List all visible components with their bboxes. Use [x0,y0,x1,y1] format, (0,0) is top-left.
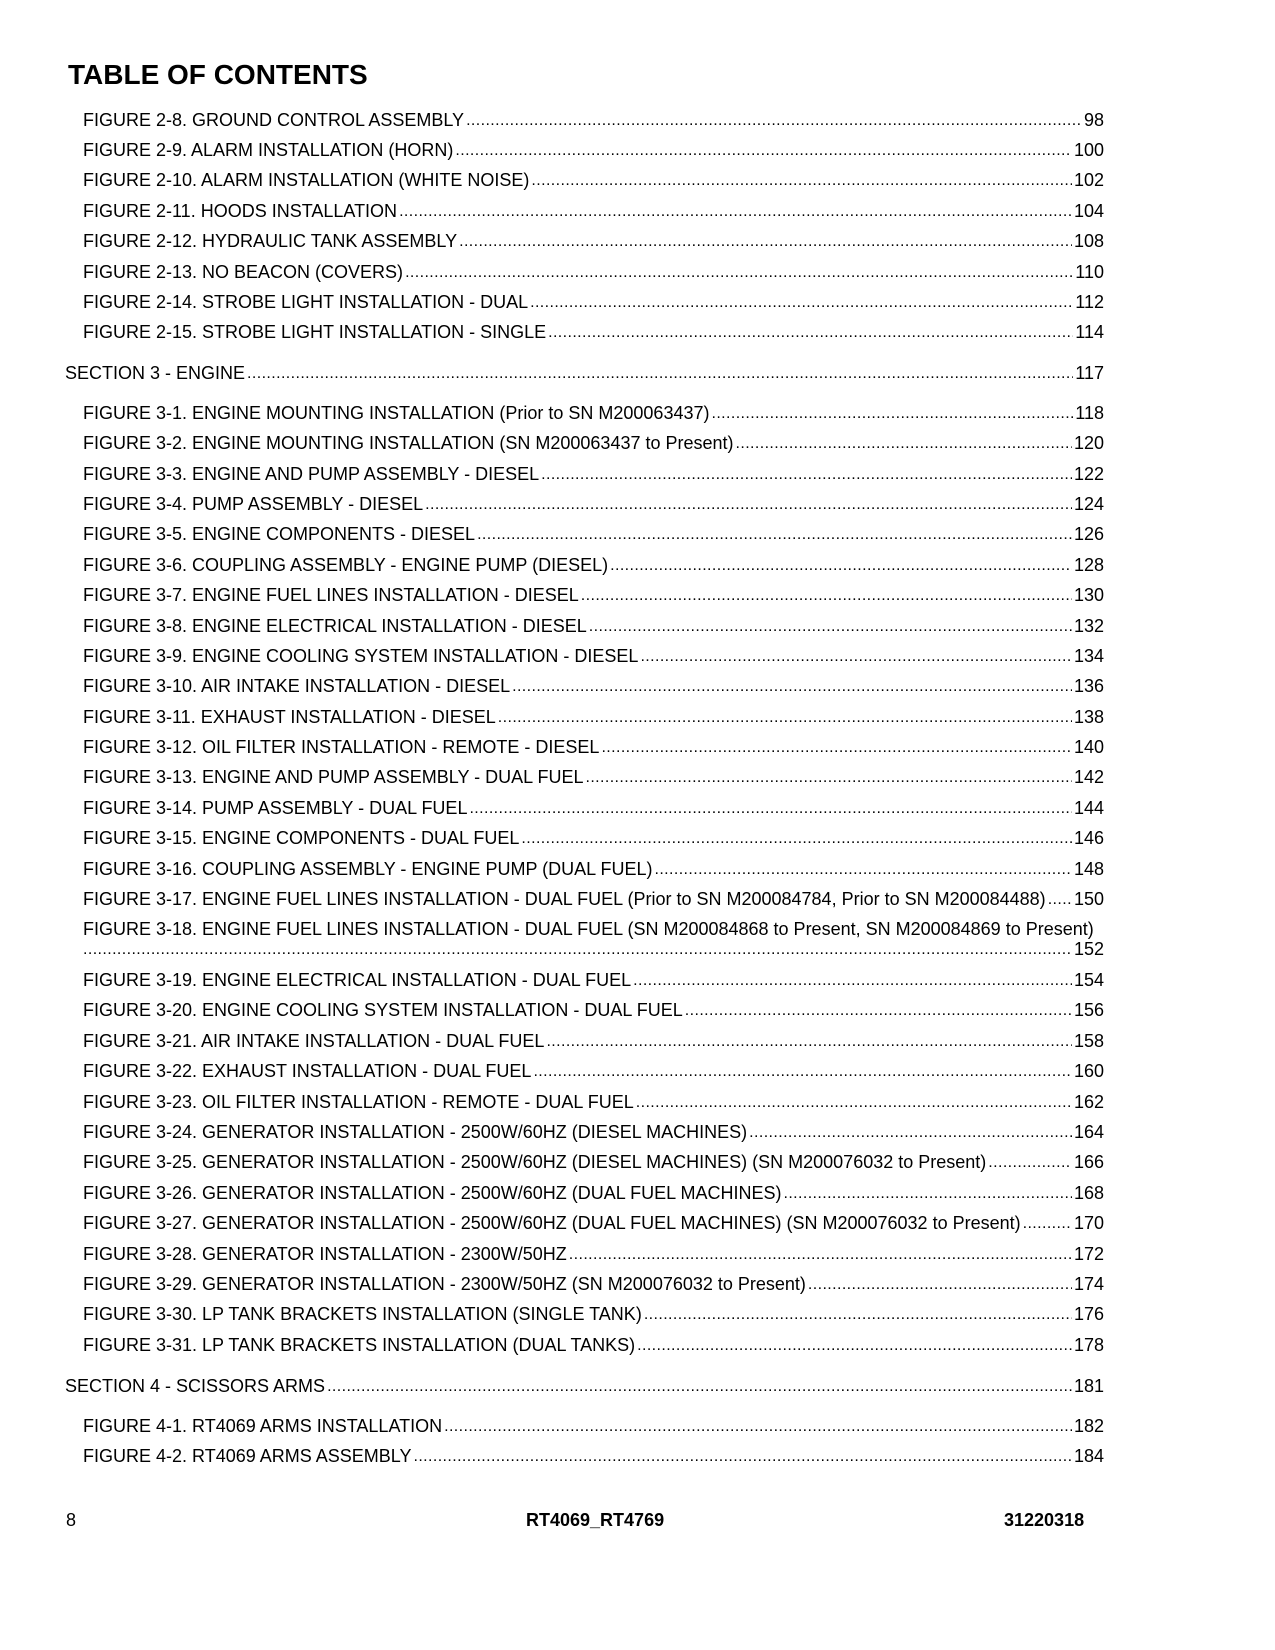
toc-entry-label: FIGURE 3-19. ENGINE ELECTRICAL INSTALLATION - DUAL FUEL [83,970,632,990]
toc-entry-label: FIGURE 3-3. ENGINE AND PUMP ASSEMBLY - DIESEL [83,464,540,484]
dot-leader [459,228,1072,254]
dot-leader [581,582,1072,608]
toc-entry-label: FIGURE 3-29. GENERATOR INSTALLATION - 2300W/50HZ (SN M200076032 to Present) [83,1274,806,1294]
toc-entry[interactable] [83,492,1104,518]
dot-leader [736,430,1072,456]
footer-doc-number: 31220318 [1004,1510,1085,1530]
dot-leader [1023,1210,1072,1236]
dot-leader [640,643,1072,669]
dot-leader [749,1119,1072,1145]
toc-entry-page: 100 [1073,140,1104,160]
page-title: TABLE OF CONTENTS [68,59,368,90]
toc-entry-page: 144 [1073,798,1104,818]
dot-leader [413,1443,1071,1469]
dot-leader [569,1241,1072,1267]
dot-leader [327,1373,1072,1399]
toc-entry[interactable] [83,168,1104,194]
toc-entry-page: 114 [1075,322,1104,342]
toc-entry[interactable] [83,1302,1104,1328]
toc-entry-page: 110 [1075,262,1104,282]
toc-entry-page: 160 [1073,1061,1104,1081]
dot-leader [399,198,1072,224]
toc-entry-label: FIGURE 3-30. LP TANK BRACKETS INSTALLATION (SINGLE TANK) [83,1304,642,1324]
dot-leader [636,1089,1072,1115]
toc-entry-page: 136 [1073,676,1104,696]
toc-entry[interactable] [83,1333,1104,1359]
toc-entry-page: 128 [1073,555,1104,575]
toc-entry-page: 181 [1073,1376,1104,1396]
dot-leader [548,319,1073,345]
toc-entry-label: FIGURE 3-24. GENERATOR INSTALLATION - 2500W/60HZ (DIESEL MACHINES) [83,1122,748,1142]
toc-entry[interactable] [83,1181,1104,1207]
toc-entry-page: 134 [1073,646,1104,666]
toc-entry-label: FIGURE 3-26. GENERATOR INSTALLATION - 2500W/60HZ (DUAL FUEL MACHINES) [83,1183,782,1203]
toc-entry[interactable] [83,1059,1104,1085]
toc-entry-page: 102 [1073,170,1104,190]
dot-leader [589,613,1072,639]
toc-entry-label: FIGURE 3-1. ENGINE MOUNTING INSTALLATION (Prior to SN M200063437) [83,403,710,423]
toc-entry-page: 148 [1073,859,1104,879]
dot-leader [654,856,1071,882]
toc-entry[interactable] [83,998,1104,1024]
toc-entry[interactable] [83,583,1104,609]
toc-entry-page: 170 [1073,1213,1104,1233]
toc-entry[interactable] [83,138,1104,164]
toc-entry-page: 124 [1073,494,1104,514]
toc-entry-page: 150 [1073,889,1104,909]
footer-model: RT4069_RT4769 [526,1510,665,1530]
dot-leader [685,997,1072,1023]
toc-entry-page: 156 [1073,1000,1104,1020]
dot-leader [83,936,1072,962]
toc-entry-page: 164 [1073,1122,1104,1142]
toc-entry[interactable] [83,887,1104,913]
toc-entry[interactable] [83,553,1104,579]
toc-entry-page: 184 [1073,1446,1104,1466]
dot-leader [444,1413,1072,1439]
toc-entry-label: SECTION 4 - SCISSORS ARMS [65,1376,326,1396]
dot-leader [988,1149,1072,1175]
toc-entry-label: FIGURE 3-23. OIL FILTER INSTALLATION - REMOTE - DUAL FUEL [83,1092,634,1112]
toc-entry[interactable] [83,260,1104,286]
dot-leader [425,491,1072,517]
toc-entry-page: 140 [1073,737,1104,757]
toc-entry-page: 130 [1073,585,1104,605]
toc-entry-label: FIGURE 2-13. NO BEACON (COVERS) [83,262,404,282]
toc-entry[interactable] [83,937,1104,963]
dot-leader [405,259,1073,285]
toc-entry-page: 118 [1075,403,1104,423]
toc-entry-page: 142 [1073,767,1104,787]
toc-entry-page: 176 [1073,1304,1104,1324]
toc-entry[interactable] [83,1029,1104,1055]
toc-entry[interactable] [83,229,1104,255]
toc-entry[interactable] [83,1150,1104,1176]
dot-leader [546,1028,1072,1054]
toc-entry-label: FIGURE 3-13. ENGINE AND PUMP ASSEMBLY - DUAL FUEL [83,767,584,787]
toc-entry[interactable] [83,522,1104,548]
dot-leader [530,289,1073,315]
toc-entry-label: FIGURE 3-6. COUPLING ASSEMBLY - ENGINE PUMP (DIESEL) [83,555,609,575]
toc-entry-page: 126 [1073,524,1104,544]
dot-leader [477,521,1072,547]
toc-entry[interactable] [83,1414,1104,1440]
toc-entry[interactable] [83,199,1104,225]
toc-entry-label: SECTION 3 - ENGINE [65,363,246,383]
toc-entry-label: FIGURE 2-9. ALARM INSTALLATION (HORN) [83,140,454,160]
toc-entry[interactable] [83,765,1104,791]
toc-entry-label: FIGURE 2-15. STROBE LIGHT INSTALLATION - SINGLE [83,322,547,342]
toc-entry-label: FIGURE 3-31. LP TANK BRACKETS INSTALLATION (DUAL TANKS) [83,1335,636,1355]
toc-entry-page: 117 [1075,363,1104,383]
toc-entry-label: FIGURE 2-8. GROUND CONTROL ASSEMBLY [83,110,465,130]
dot-leader [541,461,1072,487]
dot-leader [644,1301,1072,1327]
toc-entry[interactable] [83,401,1104,427]
toc-entry[interactable] [83,1272,1104,1298]
dot-leader [469,795,1072,821]
toc-entry-label: FIGURE 3-2. ENGINE MOUNTING INSTALLATION (SN M200063437 to Present) [83,433,734,453]
toc-entry-page: 154 [1073,970,1104,990]
dot-leader [808,1271,1072,1297]
dot-leader [466,107,1082,133]
toc-entry[interactable] [83,290,1104,316]
toc-entry-label: FIGURE 3-10. AIR INTAKE INSTALLATION - DIESEL [83,676,511,696]
toc-entry-label: FIGURE 2-10. ALARM INSTALLATION (WHITE NOISE) [83,170,530,190]
toc-entry-page: 166 [1073,1152,1104,1172]
toc-entry-label: FIGURE 3-11. EXHAUST INSTALLATION - DIESEL [83,707,496,727]
toc-entry[interactable] [83,431,1104,457]
dot-leader [455,137,1072,163]
dot-leader [610,552,1072,578]
dot-leader [533,1058,1072,1084]
toc-entry-page: 112 [1075,292,1104,312]
toc-entry-label: FIGURE 3-15. ENGINE COMPONENTS - DUAL FUEL [83,828,520,848]
toc-entry[interactable] [83,320,1104,346]
toc-entry-page: 138 [1073,707,1104,727]
toc-entry-page: 162 [1073,1092,1104,1112]
toc-section-entry[interactable] [65,361,1104,387]
toc-entry-page: 122 [1073,464,1104,484]
toc-entry-page: 132 [1073,616,1104,636]
toc-entry[interactable] [83,674,1104,700]
toc-entry-label: FIGURE 3-14. PUMP ASSEMBLY - DUAL FUEL [83,798,468,818]
toc-entry[interactable] [83,1211,1104,1237]
toc-entry-label: FIGURE 3-16. COUPLING ASSEMBLY - ENGINE PUMP (DUAL FUEL) [83,859,653,879]
toc-entry-label: FIGURE 3-5. ENGINE COMPONENTS - DIESEL [83,524,476,544]
toc-entry-page: 172 [1073,1244,1104,1264]
dot-leader [601,734,1072,760]
toc-entry-label: FIGURE 3-21. AIR INTAKE INSTALLATION - DUAL FUEL [83,1031,545,1051]
toc-entry[interactable] [83,857,1104,883]
toc-entry[interactable] [83,735,1104,761]
toc-entry-label: FIGURE 3-20. ENGINE COOLING SYSTEM INSTALLATION - DUAL FUEL [83,1000,683,1020]
toc-entry-label: FIGURE 3-7. ENGINE FUEL LINES INSTALLATION - DIESEL [83,585,579,605]
toc-entry-page: 174 [1073,1274,1104,1294]
dot-leader [531,167,1072,193]
dot-leader [783,1180,1071,1206]
toc-entry-page: 152 [1073,939,1104,959]
toc-entry-label: FIGURE 3-9. ENGINE COOLING SYSTEM INSTALLATION - DIESEL [83,646,639,666]
toc-entry-label: FIGURE 3-27. GENERATOR INSTALLATION - 2500W/60HZ (DUAL FUEL MACHINES) (SN M200076032 to Present) [83,1213,1021,1233]
toc-entry-label: FIGURE 3-4. PUMP ASSEMBLY - DIESEL [83,494,424,514]
toc-entry-page: 182 [1073,1416,1104,1436]
toc-entry[interactable] [83,705,1104,731]
toc-entry[interactable] [83,1120,1104,1146]
toc-section-entry[interactable] [65,1374,1104,1400]
toc-entry-page: 104 [1073,201,1104,221]
dot-leader [512,673,1072,699]
toc-entry[interactable] [83,644,1104,670]
footer-page-number: 8 [66,1510,77,1530]
toc-entry-label: FIGURE 3-8. ENGINE ELECTRICAL INSTALLATION - DIESEL [83,616,587,636]
dot-leader [637,1332,1072,1358]
toc-entry-label: FIGURE 3-12. OIL FILTER INSTALLATION - REMOTE - DIESEL [83,737,600,757]
toc-entry[interactable] [83,1242,1104,1268]
toc-entry-page: 108 [1073,231,1104,251]
toc-entry-label: FIGURE 3-22. EXHAUST INSTALLATION - DUAL FUEL [83,1061,532,1081]
dot-leader [1048,886,1072,912]
toc-entry-page: 168 [1073,1183,1104,1203]
toc-entry[interactable] [83,968,1104,994]
toc-entry-label: FIGURE 4-2. RT4069 ARMS ASSEMBLY [83,1446,412,1466]
toc-entry[interactable] [83,826,1104,852]
toc-entry-page: 158 [1073,1031,1104,1051]
dot-leader [633,967,1072,993]
dot-leader [247,360,1073,386]
toc-entry[interactable] [83,796,1104,822]
toc-entry-label: FIGURE 3-25. GENERATOR INSTALLATION - 2500W/60HZ (DIESEL MACHINES) (SN M200076032 to Present) [83,1152,987,1172]
toc-entry-label: FIGURE 3-18. ENGINE FUEL LINES INSTALLATION - DUAL FUEL (SN M200084868 to Present, SN M200084869 to Present) [83,919,1094,939]
toc-entry-label: FIGURE 3-28. GENERATOR INSTALLATION - 2300W/50HZ [83,1244,567,1264]
toc-entry-label: FIGURE 2-11. HOODS INSTALLATION [83,201,398,221]
toc-entry-page: 178 [1073,1335,1104,1355]
toc-entry[interactable] [83,462,1104,488]
toc-entry-label: FIGURE 4-1. RT4069 ARMS INSTALLATION [83,1416,443,1436]
toc-entry[interactable] [83,1090,1104,1116]
dot-leader [711,400,1073,426]
toc-entry[interactable] [83,614,1104,640]
toc-entry[interactable] [83,108,1104,134]
dot-leader [585,764,1071,790]
toc-entry-page: 98 [1083,110,1104,130]
toc-entry-page: 146 [1073,828,1104,848]
dot-leader [521,825,1072,851]
dot-leader [498,704,1072,730]
toc-entry-page: 120 [1073,433,1104,453]
toc-entry-label: FIGURE 2-14. STROBE LIGHT INSTALLATION - DUAL [83,292,529,312]
toc-entry[interactable] [83,1444,1104,1470]
toc-entry-label: FIGURE 3-17. ENGINE FUEL LINES INSTALLATION - DUAL FUEL (Prior to SN M200084784, Prior to SN M200084488) [83,889,1046,909]
toc-entry-label: FIGURE 2-12. HYDRAULIC TANK ASSEMBLY [83,231,458,251]
